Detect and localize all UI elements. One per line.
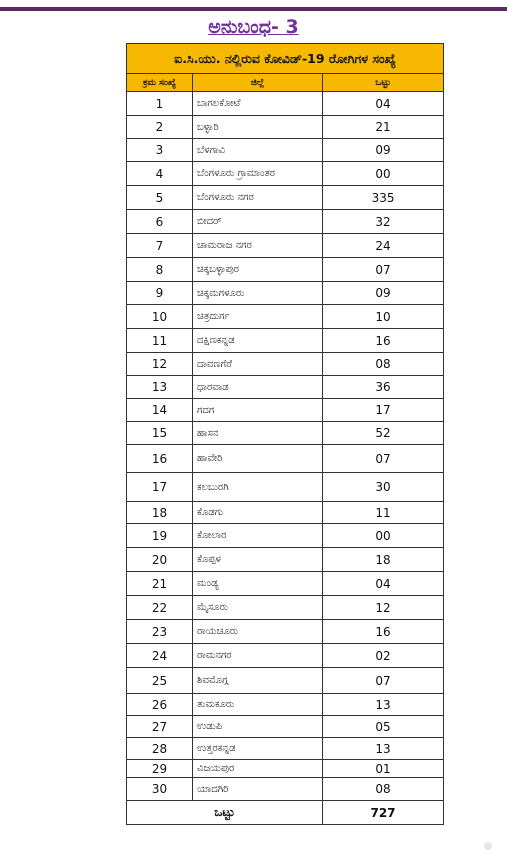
- row-sl: 6: [127, 210, 193, 234]
- row-district: ತುಮಕೂರು: [193, 694, 323, 716]
- row-count: 36: [323, 376, 444, 399]
- row-sl: 8: [127, 258, 193, 282]
- total-value: 727: [323, 801, 444, 825]
- row-sl: 26: [127, 694, 193, 716]
- row-district: ಕೊಪ್ಪಳ: [193, 548, 323, 572]
- row-district: ಮೈಸೂರು: [193, 596, 323, 620]
- table-row: [127, 596, 444, 620]
- row-district: ಬೆಂಗಳೂರು ನಗರ: [193, 186, 323, 210]
- row-district: ರಾಮನಗರ: [193, 644, 323, 668]
- row-count: 00: [323, 524, 444, 548]
- page-heading: ಅನುಬಂಧ- 3: [208, 16, 299, 38]
- top-rule: [0, 7, 507, 11]
- table-title-row: [127, 44, 444, 74]
- row-sl: 17: [127, 473, 193, 502]
- table-title: ಐ.ಸಿ.ಯು. ನಲ್ಲಿರುವ ಕೋವಿಡ್-19 ರೋಗಿಗಳ ಸಂಖ್ಯೆ: [127, 44, 444, 74]
- table-row: [127, 210, 444, 234]
- row-sl: 19: [127, 524, 193, 548]
- table-row: [127, 644, 444, 668]
- row-count: 52: [323, 422, 444, 445]
- row-count: 07: [323, 258, 444, 282]
- row-sl: 1: [127, 92, 193, 116]
- row-district: ದಾವಣಗೆರೆ: [193, 353, 323, 376]
- row-count: 02: [323, 644, 444, 668]
- table-body: [127, 92, 444, 801]
- row-district: ಬೆಂಗಳೂರು ಗ್ರಾಮಾಂತರ: [193, 162, 323, 186]
- row-sl: 2: [127, 116, 193, 139]
- table-row: [127, 92, 444, 116]
- row-sl: 24: [127, 644, 193, 668]
- row-count: 09: [323, 139, 444, 162]
- row-sl: 12: [127, 353, 193, 376]
- row-count: 16: [323, 329, 444, 353]
- row-district: ಗದಗ: [193, 399, 323, 422]
- row-sl: 4: [127, 162, 193, 186]
- row-district: ಕೋಲಾರ: [193, 524, 323, 548]
- row-sl: 3: [127, 139, 193, 162]
- row-count: 13: [323, 694, 444, 716]
- row-sl: 25: [127, 668, 193, 694]
- table-row: [127, 548, 444, 572]
- table-row: [127, 524, 444, 548]
- row-count: 32: [323, 210, 444, 234]
- row-count: 04: [323, 92, 444, 116]
- table-row: [127, 572, 444, 596]
- row-count: 18: [323, 548, 444, 572]
- row-count: 09: [323, 282, 444, 305]
- table-row: [127, 399, 444, 422]
- row-count: 08: [323, 353, 444, 376]
- row-district: ಚಿಕ್ಕಬಳ್ಳಾಪುರ: [193, 258, 323, 282]
- row-sl: 10: [127, 305, 193, 329]
- row-count: 08: [323, 778, 444, 801]
- row-district: ಉತ್ತರಕನ್ನಡ: [193, 738, 323, 760]
- row-sl: 27: [127, 716, 193, 738]
- row-sl: 22: [127, 596, 193, 620]
- table-row: [127, 139, 444, 162]
- row-count: 07: [323, 668, 444, 694]
- row-sl: 13: [127, 376, 193, 399]
- total-label: ಒಟ್ಟು: [127, 801, 323, 825]
- row-count: 24: [323, 234, 444, 258]
- row-count: 01: [323, 760, 444, 778]
- row-district: ಕಲಬುರಗಿ: [193, 473, 323, 502]
- column-header-sl: ಕ್ರಮ ಸಂಖ್ಯೆ: [127, 74, 193, 92]
- row-district: ಬಳ್ಳಾರಿ: [193, 116, 323, 139]
- row-district: ರಾಯಚೂರು: [193, 620, 323, 644]
- table-row: [127, 694, 444, 716]
- row-sl: 28: [127, 738, 193, 760]
- table-row: [127, 778, 444, 801]
- row-count: 11: [323, 502, 444, 524]
- row-district: ಯಾದಗಿರಿ: [193, 778, 323, 801]
- row-district: ಶಿವಮೊಗ್ಗ: [193, 668, 323, 694]
- icu-covid-table: [126, 43, 444, 825]
- table-row: [127, 445, 444, 473]
- table-row: [127, 353, 444, 376]
- table-row: [127, 234, 444, 258]
- table-row: [127, 186, 444, 210]
- row-count: 16: [323, 620, 444, 644]
- row-district: ಮಂಡ್ಯ: [193, 572, 323, 596]
- table-row: [127, 473, 444, 502]
- row-district: ಕೊಡಗು: [193, 502, 323, 524]
- table-row: [127, 422, 444, 445]
- row-sl: 16: [127, 445, 193, 473]
- row-count: 30: [323, 473, 444, 502]
- row-district: ಹಾಸನ: [193, 422, 323, 445]
- table-row: [127, 116, 444, 139]
- corner-mark: [484, 842, 492, 850]
- table-row: [127, 282, 444, 305]
- column-header-count: ಒಟ್ಟು: [323, 74, 444, 92]
- row-count: 21: [323, 116, 444, 139]
- row-count: 13: [323, 738, 444, 760]
- row-district: ಚಾಮರಾಜ ನಗರ: [193, 234, 323, 258]
- row-count: 00: [323, 162, 444, 186]
- column-header-district: ಜಿಲ್ಲೆ: [193, 74, 323, 92]
- row-count: 335: [323, 186, 444, 210]
- table-row: [127, 620, 444, 644]
- row-sl: 9: [127, 282, 193, 305]
- row-sl: 5: [127, 186, 193, 210]
- row-district: ವಿಜಯಪುರ: [193, 760, 323, 778]
- row-sl: 18: [127, 502, 193, 524]
- row-district: ಬಾಗಲಕೋಟೆ: [193, 92, 323, 116]
- row-count: 12: [323, 596, 444, 620]
- row-count: 10: [323, 305, 444, 329]
- row-sl: 29: [127, 760, 193, 778]
- row-sl: 7: [127, 234, 193, 258]
- row-district: ಬೀದರ್: [193, 210, 323, 234]
- table-row: [127, 376, 444, 399]
- row-count: 05: [323, 716, 444, 738]
- row-count: 17: [323, 399, 444, 422]
- table-row: [127, 329, 444, 353]
- total-row: [127, 801, 444, 825]
- row-sl: 20: [127, 548, 193, 572]
- row-district: ಹಾವೇರಿ: [193, 445, 323, 473]
- table-row: [127, 258, 444, 282]
- table-row: [127, 668, 444, 694]
- table-header-row: [127, 74, 444, 92]
- row-sl: 21: [127, 572, 193, 596]
- table-row: [127, 502, 444, 524]
- row-sl: 30: [127, 778, 193, 801]
- row-district: ಉಡುಪಿ: [193, 716, 323, 738]
- table-row: [127, 738, 444, 760]
- row-district: ಚಿಕ್ಕಮಗಳೂರು: [193, 282, 323, 305]
- row-sl: 23: [127, 620, 193, 644]
- row-district: ಬೆಳಗಾವಿ: [193, 139, 323, 162]
- row-sl: 14: [127, 399, 193, 422]
- row-district: ಚಿತ್ರದುರ್ಗ: [193, 305, 323, 329]
- table-row: [127, 760, 444, 778]
- row-district: ಧಾರವಾಡ: [193, 376, 323, 399]
- table-row: [127, 716, 444, 738]
- row-count: 07: [323, 445, 444, 473]
- row-sl: 15: [127, 422, 193, 445]
- row-district: ದಕ್ಷಿಣಕನ್ನಡ: [193, 329, 323, 353]
- row-count: 04: [323, 572, 444, 596]
- table-row: [127, 162, 444, 186]
- row-sl: 11: [127, 329, 193, 353]
- table-row: [127, 305, 444, 329]
